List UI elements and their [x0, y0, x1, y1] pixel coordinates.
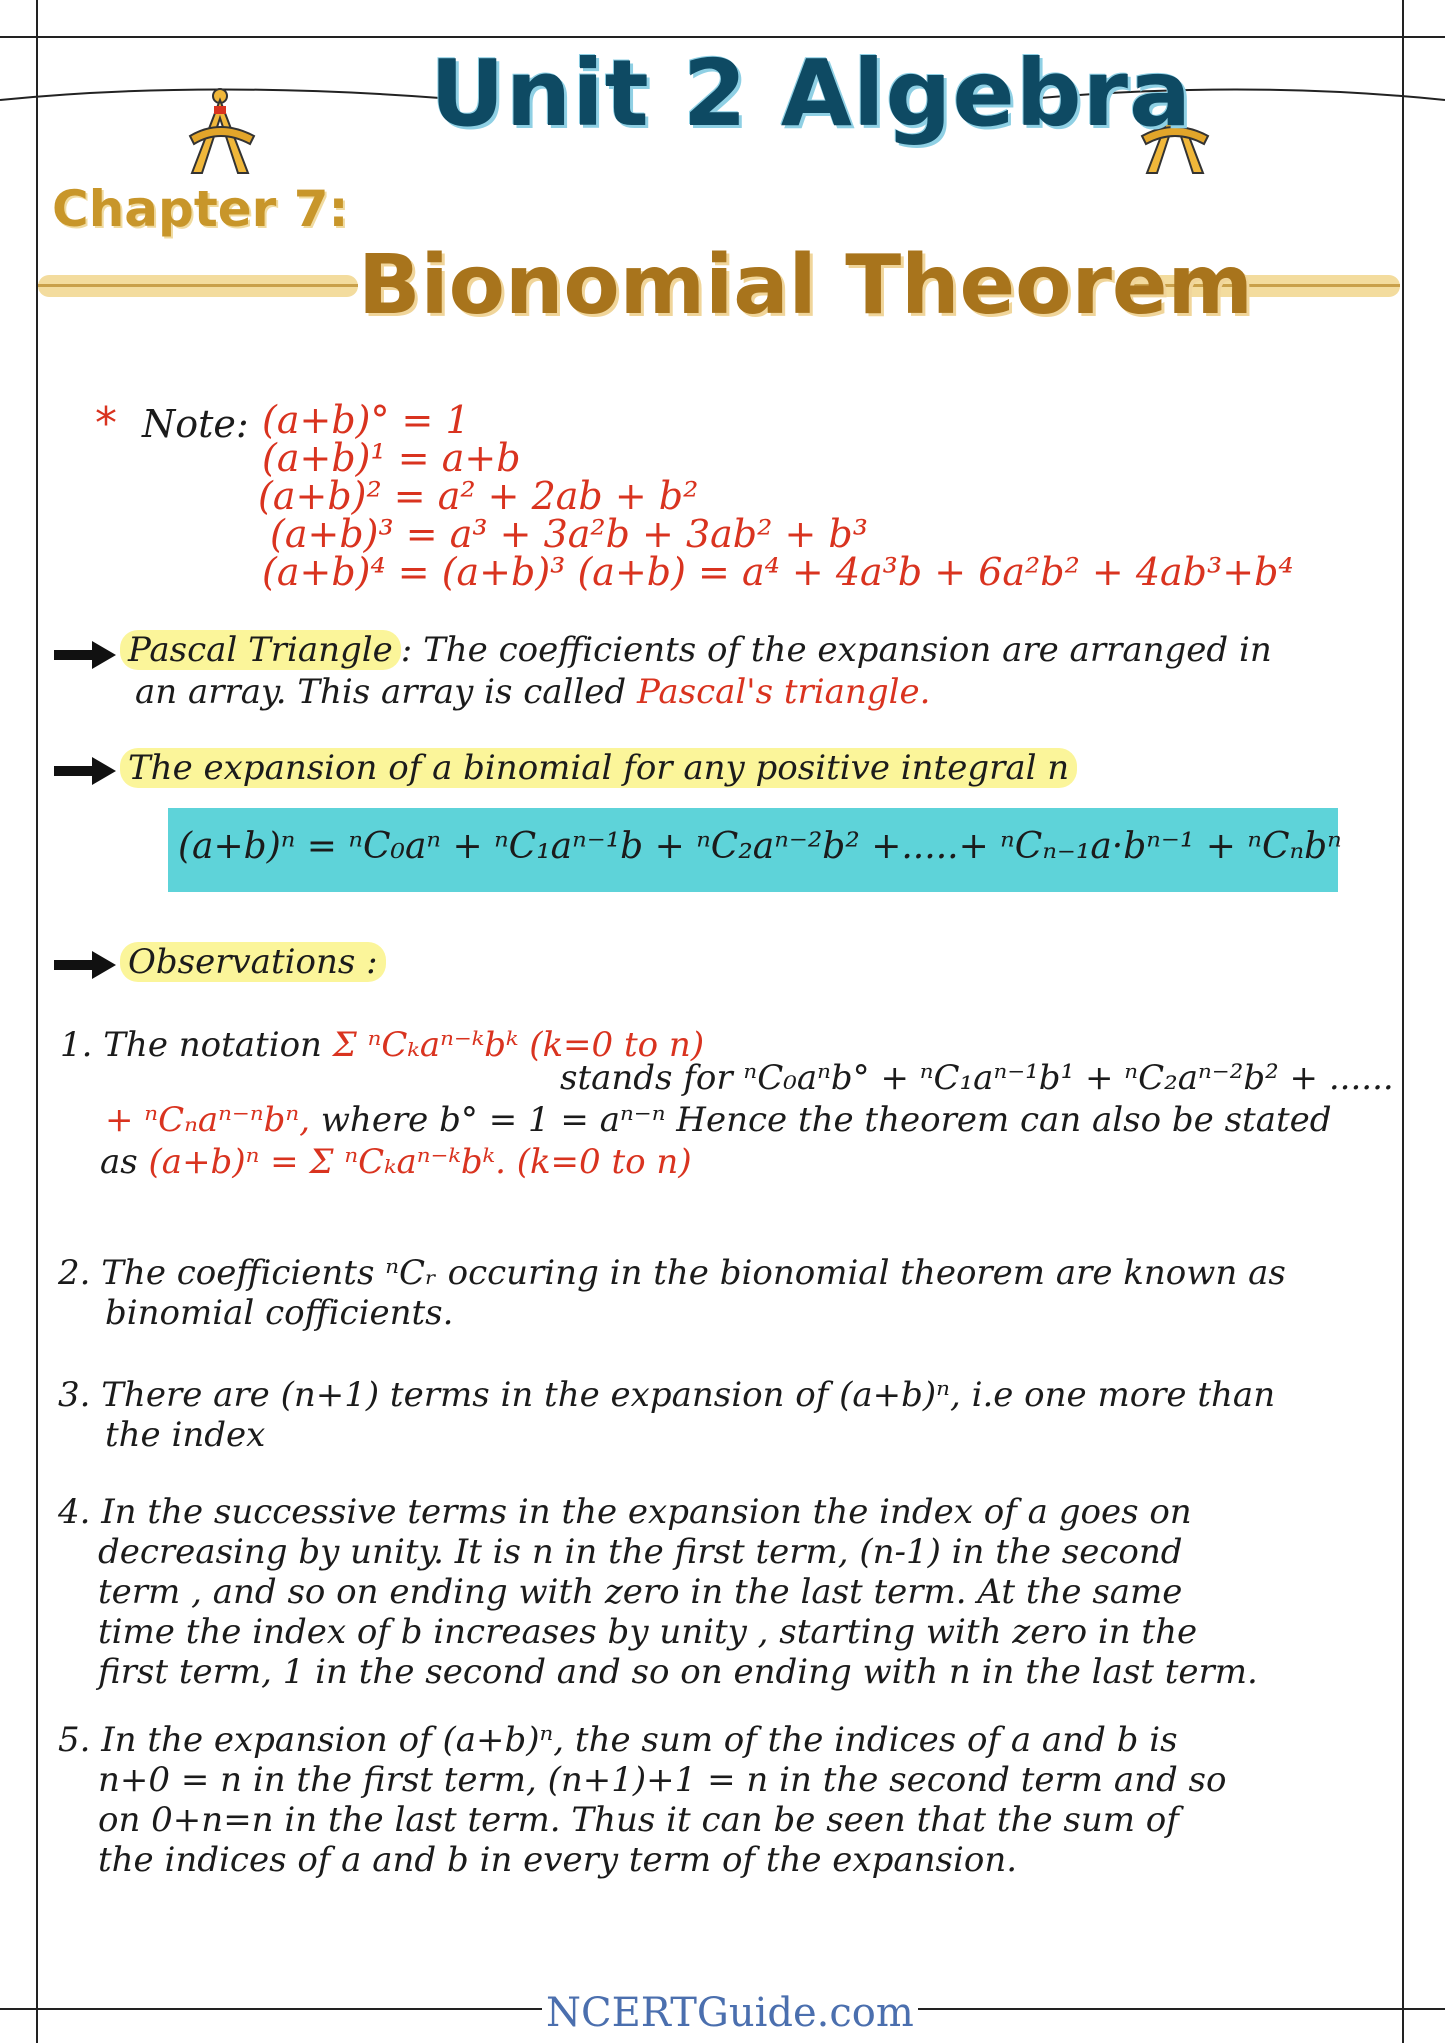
pascal-text-2: an array. This array is called [135, 672, 627, 712]
chapter-label: Chapter 7: [52, 180, 349, 238]
note-equation: (a+b)³ = a³ + 3a²b + 3ab² + b³ [270, 512, 868, 556]
observations-heading: Observations : [120, 942, 386, 982]
pascal-term: Pascal Triangle [120, 630, 401, 670]
obs1-as: as [100, 1142, 138, 1182]
pascal-text-1: The coefficients of the expansion are arranged in [423, 630, 1272, 670]
note-equation: (a+b)¹ = a+b [262, 436, 521, 480]
note-equation: (a+b)° = 1 [262, 398, 470, 442]
observation-5 [58, 1720, 1226, 1880]
footer-site-link[interactable]: NCERTGuide.com [542, 1990, 918, 2036]
note-label: Note: [142, 402, 249, 446]
observation-2-line-2: binomial cofficients. [105, 1293, 454, 1333]
arrow-right-icon [52, 948, 118, 982]
obs1-rest: where b° = 1 = aⁿ⁻ⁿ Hence the theorem can also be stated [320, 1100, 1332, 1140]
note-equation: (a+b)⁴ = (a+b)³ (a+b) = a⁴ + 4a³b + 6a²b² + 4ab³+b⁴ [262, 550, 1294, 594]
frame-left-line [36, 0, 38, 2043]
pascal-colon: : [400, 630, 413, 670]
observation-5-line: the indices of a and b in every term of the expansion. [98, 1840, 1018, 1880]
obs1-start: 1. The notation [60, 1025, 322, 1065]
binomial-formula: (a+b)ⁿ = ⁿC₀aⁿ + ⁿC₁aⁿ⁻¹b + ⁿC₂aⁿ⁻²b² +.....+ ⁿCₙ₋₁a·bⁿ⁻¹ + ⁿCₙbⁿ [178, 826, 1342, 867]
arrow-right-icon [52, 754, 118, 788]
observation-5-line: n+0 = n in the first term, (n+1)+1 = n in the second term and so [98, 1760, 1227, 1800]
pascal-triangle-name: Pascal's triangle. [637, 672, 931, 712]
observation-4 [58, 1492, 1258, 1692]
compass-icon [170, 78, 280, 188]
observation-1-line-3 [100, 1142, 692, 1182]
observations-heading-line [120, 942, 386, 982]
expansion-heading: The expansion of a binomial for any positive integral n [120, 748, 1077, 788]
expansion-heading-line [120, 748, 1077, 788]
pascal-line-1 [120, 630, 1272, 670]
title-band-line-left [38, 284, 358, 287]
observation-4-line: first term, 1 in the second and so on ending with n in the last term. [98, 1652, 1258, 1692]
chapter-title: Bionomial Theorem [358, 238, 1253, 333]
observation-4-line: decreasing by unity. It is n in the first term, (n-1) in the second [98, 1532, 1183, 1572]
observation-2-line-1: 2. The coefficients ⁿCᵣ occuring in the bionomial theorem are known as [58, 1253, 1286, 1293]
observation-5-line: on 0+n=n in the last term. Thus it can be seen that the sum of [98, 1800, 1179, 1840]
unit-title: Unit 2 Algebra [430, 40, 1193, 147]
observation-4-line: term , and so on ending with zero in the last term. At the same [98, 1572, 1183, 1612]
frame-right-line [1402, 0, 1404, 2043]
observation-1-line-2 [105, 1100, 1332, 1140]
pascal-line-2 [135, 672, 930, 712]
obs1-red-term: + ⁿCₙaⁿ⁻ⁿbⁿ, [105, 1100, 310, 1140]
obs1-statement: (a+b)ⁿ = Σ ⁿCₖaⁿ⁻ᵏbᵏ. (k=0 to n) [148, 1142, 692, 1182]
obs1-sum: Σ ⁿCₖaⁿ⁻ᵏbᵏ (k=0 to n) [332, 1025, 705, 1065]
note-equation: (a+b)² = a² + 2ab + b² [258, 474, 699, 518]
frame-top-line [0, 36, 1445, 38]
observation-3-line-2: the index [105, 1415, 266, 1455]
observation-4-line: 4. In the successive terms in the expansion the index of a goes on [58, 1492, 1192, 1532]
note-star-icon: * [95, 398, 117, 449]
observation-5-line: 5. In the expansion of (a+b)ⁿ, the sum of the indices of a and b is [58, 1720, 1178, 1760]
observation-4-line: time the index of b increases by unity , starting with zero in the [98, 1612, 1198, 1652]
observation-1-line-1-end: stands for ⁿC₀aⁿb° + ⁿC₁aⁿ⁻¹b¹ + ⁿC₂aⁿ⁻²b² + ...... [560, 1058, 1394, 1098]
arrow-right-icon [52, 638, 118, 672]
observation-3-line-1: 3. There are (n+1) terms in the expansion of (a+b)ⁿ, i.e one more than [58, 1375, 1276, 1415]
